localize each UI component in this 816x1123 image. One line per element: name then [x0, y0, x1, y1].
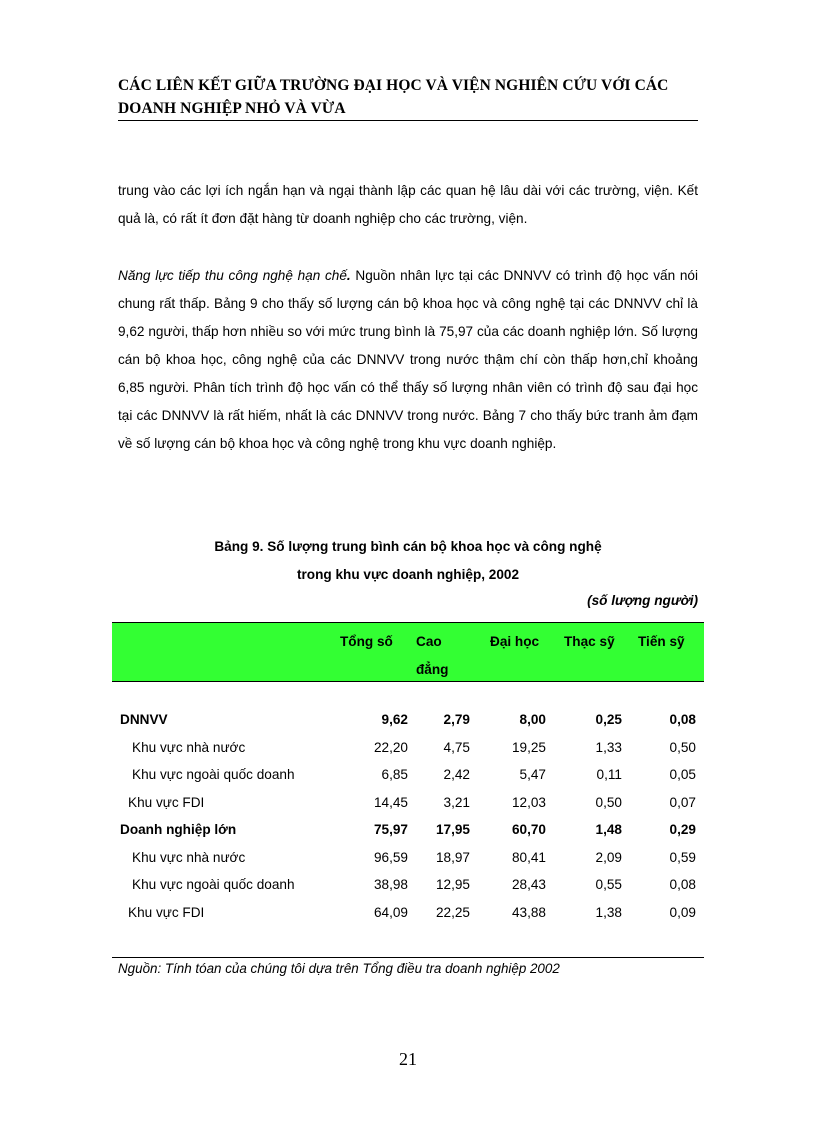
paragraph-2-lead: Năng lực tiếp thu công nghệ hạn chế [118, 268, 347, 283]
cell: 80,41 [511, 849, 546, 865]
cell: 1,38 [595, 904, 622, 920]
table-row [118, 900, 698, 928]
cell: 1,48 [595, 822, 622, 837]
column-header-total: Tổng số [340, 634, 393, 649]
running-header-line1: CÁC LIÊN KẾT GIỮA TRƯỜNG ĐẠI HỌC VÀ VIỆN NGHIÊN CỨU VỚI CÁC [118, 77, 669, 94]
cell: 60,70 [511, 822, 546, 837]
table-row [118, 845, 698, 873]
cell: 19,25 [511, 739, 546, 755]
table-row [118, 790, 698, 818]
column-header-master: Thạc sỹ [564, 634, 615, 649]
column-header-college: Cao đẳng [416, 634, 449, 677]
cell: 2,79 [443, 712, 470, 727]
cell: 0,29 [669, 822, 696, 837]
table-row [118, 707, 698, 735]
paragraph-1: trung vào các lợi ích ngắn hạn và ngại thành lập các quan hệ lâu dài với các trường, viện. Kết quả là, có rất ít đơn đặt hàng từ doanh nghiệp cho các trường, viện. [118, 183, 698, 226]
cell: 0,50 [669, 739, 696, 755]
cell: 43,88 [511, 904, 546, 920]
cell: 38,98 [373, 877, 408, 892]
table-row [118, 735, 698, 763]
table-unit: (số lượng người) [587, 593, 698, 608]
table-bottom-rule [112, 957, 704, 958]
row-label: Khu vực nhà nước [132, 739, 246, 755]
cell: 0,08 [669, 712, 696, 727]
cell: 22,25 [435, 904, 470, 920]
cell: 0,55 [595, 877, 622, 892]
cell: 22,20 [373, 739, 408, 755]
cell: 6,85 [381, 767, 408, 782]
running-header [118, 74, 698, 120]
cell: 12,95 [435, 877, 470, 892]
cell: 0,25 [595, 712, 622, 727]
cell: 1,33 [595, 739, 622, 755]
row-label: Khu vực ngoài quốc doanh [132, 877, 295, 892]
cell: 2,09 [595, 849, 622, 865]
table-caption [118, 533, 698, 589]
cell: 0,11 [596, 767, 622, 782]
cell: 0,08 [669, 877, 696, 892]
page-number: 21 [399, 1049, 417, 1069]
table-row [118, 817, 698, 845]
column-header-university: Đại học [490, 634, 540, 649]
cell: 17,95 [435, 822, 470, 837]
table-source-note: Nguồn: Tính tóan của chúng tôi dựa trên Tổng điều tra doanh nghiệp 2002 [118, 961, 560, 976]
paragraph-2-body: Nguồn nhân lực tại các DNNVV có trình độ học vấn nói chung rất thấp. Bảng 9 cho thấy số lượng cán bộ khoa học và công nghệ tại các DNNVV chỉ là 9,62 người, thấp hơn nhiều so với mức trung bình là 75,97 của các doanh nghiệp lớn. Số lượng cán bộ khoa học, công nghệ của các DNNVV trong nước thậm chí còn thấp hơn,chỉ khoảng 6,85 người. Phân tích trình độ học vấn có thể thấy số lượng nhân viên có trình độ sau đại học tại các DNNVV là rất hiếm, nhất là các DNNVV trong nước. Bảng 7 cho thấy bức tranh ảm đạm về số lượng cán bộ khoa học và công nghệ trong khu vực doanh nghiệp. [118, 268, 698, 451]
row-label: Khu vực ngoài quốc doanh [132, 767, 295, 782]
column-header-doctor: Tiến sỹ [638, 634, 685, 649]
row-label: DNNVV [120, 712, 168, 727]
cell: 0,09 [669, 904, 696, 920]
cell: 5,47 [519, 767, 546, 782]
cell: 0,50 [595, 794, 622, 810]
cell: 75,97 [373, 822, 408, 837]
cell: 12,03 [511, 794, 546, 810]
cell: 0,05 [669, 767, 696, 782]
cell: 3,21 [443, 794, 470, 810]
cell: 8,00 [519, 712, 546, 727]
cell: 96,59 [373, 849, 408, 865]
row-label: Khu vực FDI [128, 904, 205, 920]
paragraph-2 [118, 262, 698, 458]
cell: 64,09 [373, 904, 408, 920]
running-header-line2: DOANH NGHIỆP NHỎ VÀ VỪA [118, 100, 346, 117]
row-label: Khu vực FDI [128, 794, 205, 810]
table-caption-line2: trong khu vực doanh nghiệp, 2002 [296, 567, 520, 582]
header-divider [118, 120, 698, 121]
cell: 4,75 [443, 739, 470, 755]
row-label: Doanh nghiệp lớn [120, 822, 237, 837]
table-header [112, 622, 704, 682]
cell: 2,42 [443, 767, 470, 782]
paragraph-2-lead-end: . [346, 268, 351, 283]
cell: 18,97 [435, 849, 470, 865]
cell: 0,59 [669, 849, 696, 865]
table-row [118, 872, 698, 900]
cell: 9,62 [381, 712, 408, 727]
row-label: Khu vực nhà nước [132, 849, 246, 865]
table-caption-line1: Bảng 9. Số lượng trung bình cán bộ khoa học và công nghệ [214, 539, 602, 554]
cell: 14,45 [373, 794, 408, 810]
table-row [118, 762, 698, 790]
cell: 0,07 [669, 794, 696, 810]
cell: 28,43 [511, 877, 546, 892]
